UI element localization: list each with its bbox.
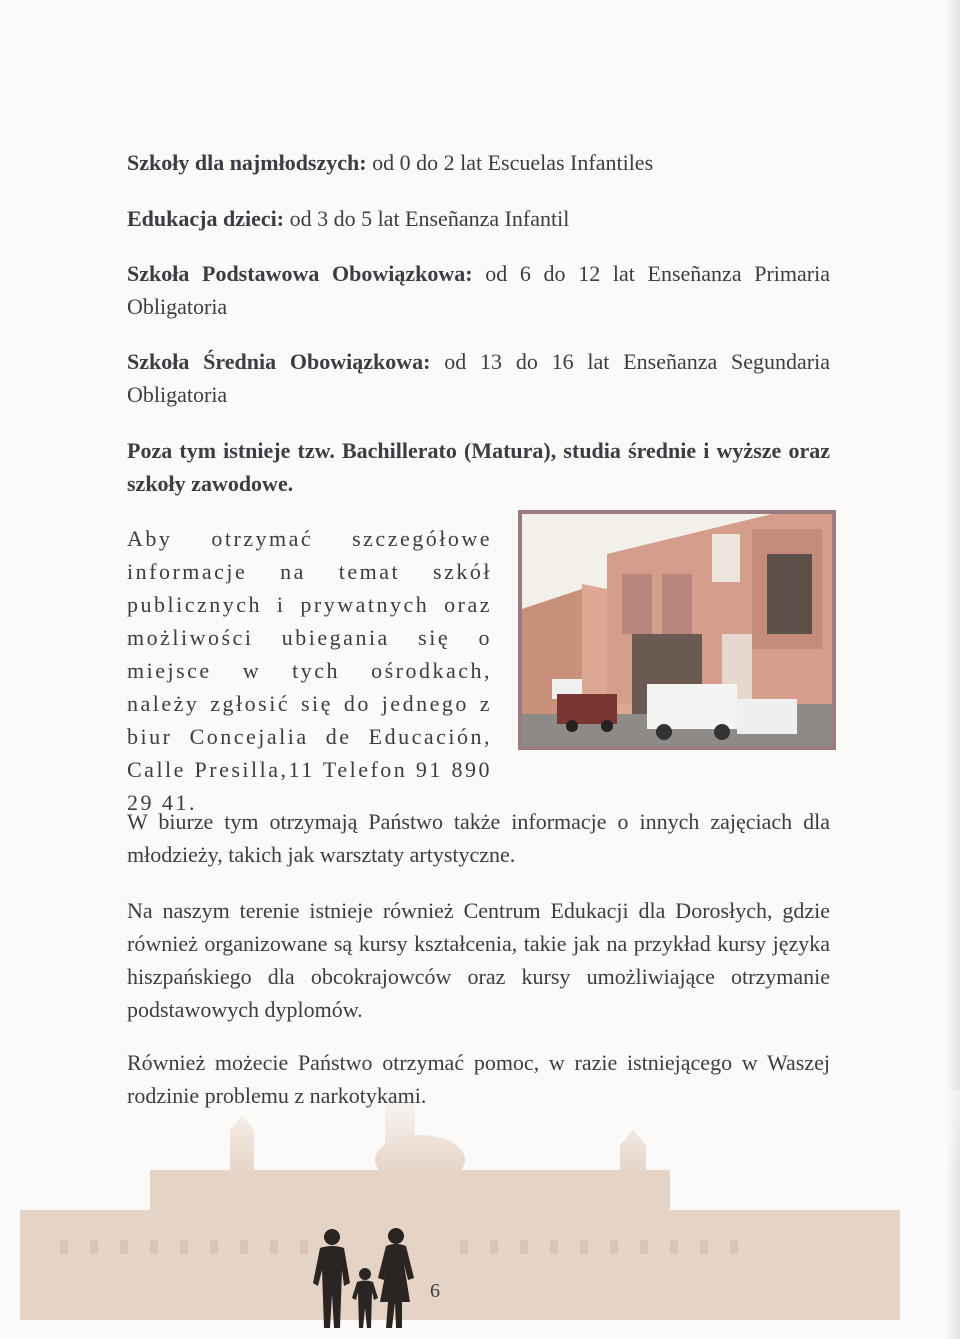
school-item-infants (127, 146, 830, 179)
info-paragraph: Aby otrzymać szczegółowe informacje na temat szkół publicznych i prywatnych oraz możliwości ubiegania się o miejsce w tych ośrodkach, należy zgłosić się do jednego z biur Concejalia de Educación, Calle Presilla,11 Telefon 91 890 29 41. (127, 526, 492, 815)
school-desc: od 6 do 12 lat Enseñanza Primaria Obligatoria (127, 261, 830, 319)
school-desc: od 0 do 2 lat Escuelas Infantiles (366, 150, 654, 175)
adult-education-paragraph: Na naszym terenie istnieje również Centrum Edukacji dla Dorosłych, gdzie również organizowane są kursy kształcenia, takie jak na przykład kursy języka hiszpańskiego dla obcokrajowców oraz kursy umożliwiające otrzymanie podstawowych dyplomów. (127, 898, 830, 1022)
school-item-primary (127, 257, 830, 323)
school-heading: Szkoła Średnia Obowiązkowa: (127, 349, 431, 374)
office-paragraph: W biurze tym otrzymają Państwo także informacje o innych zajęciach dla młodzieży, takich jak warsztaty artystyczne. (127, 809, 830, 867)
family-silhouette-icon (310, 1228, 420, 1330)
school-heading: Edukacja dzieci: (127, 206, 285, 231)
extra-note: Poza tym istnieje tzw. Bachillerato (Matura), studia średnie i wyższe oraz szkoły zawodowe. (127, 438, 830, 496)
page-number: 6 (430, 1280, 440, 1302)
school-desc: od 3 do 5 lat Enseñanza Infantil (284, 206, 570, 231)
school-item-secondary (127, 345, 830, 411)
drug-help-paragraph: Również możecie Państwo otrzymać pomoc, w razie istniejącego w Waszej rodzinie problemu z narkotykami. (127, 1050, 830, 1108)
monastery-watermark (0, 1090, 960, 1335)
school-heading: Szkoły dla najmłodszych: (127, 150, 367, 175)
school-item-preschool (127, 202, 830, 235)
building-photo-image (522, 514, 832, 746)
building-photo (518, 510, 836, 750)
school-heading: Szkoła Podstawowa Obowiązkowa: (127, 261, 473, 286)
school-desc: od 13 do 16 lat Enseñanza Segundaria Obligatoria (127, 349, 831, 407)
